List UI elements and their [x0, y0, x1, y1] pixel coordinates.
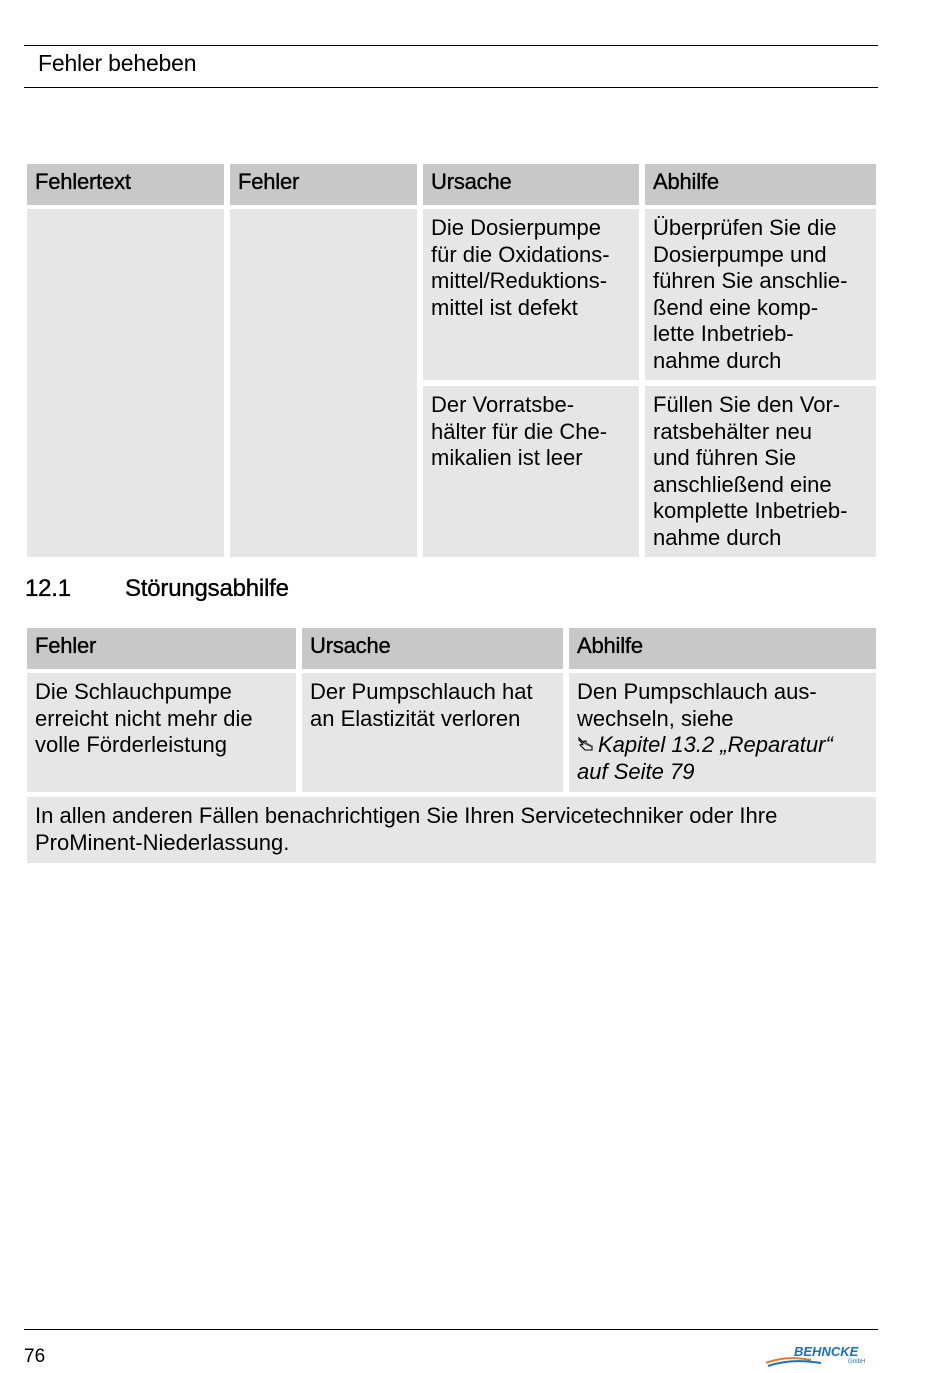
section-number: 12.1 — [25, 575, 71, 602]
svg-text:GmbH: GmbH — [848, 1359, 866, 1365]
chapter-link-line2[interactable]: auf Seite 79 — [577, 758, 695, 784]
column-header-abhilfe: Abhilfe — [645, 164, 876, 205]
table-cell-ursache: Der Vorratsbe- hälter für die Che- mikalien ist leer — [423, 386, 639, 557]
column-header-fehlertext: Fehlertext — [27, 164, 224, 205]
table-cell-abhilfe — [569, 673, 876, 792]
chapter-link[interactable] — [577, 732, 869, 785]
column-header-ursache: Ursache — [302, 628, 563, 669]
table-note: In allen anderen Fällen benachrichtigen Sie Ihren Servicetechniker oder Ihre ProMinent-Niederlassung. — [27, 797, 876, 863]
column-header-ursache: Ursache — [423, 164, 639, 205]
svg-text:BEHNCKE: BEHNCKE — [794, 1344, 859, 1359]
page-header-title: Fehler beheben — [38, 50, 197, 76]
table-cell-abhilfe: Füllen Sie den Vor- ratsbehälter neu und führen Sie anschließend eine komplette Inbetrieb- nahme durch — [645, 386, 876, 557]
header-rule-top — [24, 45, 878, 46]
page-number: 76 — [24, 1346, 46, 1367]
table-cell-fehlertext — [27, 209, 224, 557]
column-header-fehler: Fehler — [230, 164, 417, 205]
hand-pointer-icon — [577, 732, 594, 759]
column-header-fehler: Fehler — [27, 628, 296, 669]
table-cell-ursache: Der Pumpschlauch hat an Elastizität verloren — [302, 673, 563, 792]
column-header-abhilfe: Abhilfe — [569, 628, 876, 669]
section-title: Störungsabhilfe — [125, 575, 289, 602]
table-cell-abhilfe: Überprüfen Sie die Dosierpumpe und führen Sie anschlie- ßend eine komp- lette Inbetrieb- nahme durch — [645, 209, 876, 380]
table-cell-fehler — [230, 209, 417, 557]
table-cell-ursache: Die Dosierpumpe für die Oxidations- mittel/Reduktions- mittel ist defekt — [423, 209, 639, 380]
header-rule-bottom — [24, 87, 878, 88]
company-logo — [766, 1342, 876, 1368]
abhilfe-text: Den Pumpschlauch aus- wechseln, siehe — [577, 679, 817, 731]
chapter-link-line1[interactable]: Kapitel 13.2 „Reparatur“ — [598, 732, 833, 757]
footer-rule — [24, 1329, 878, 1330]
table-cell-fehler: Die Schlauchpumpe erreicht nicht mehr die volle Förderleistung — [27, 673, 296, 792]
